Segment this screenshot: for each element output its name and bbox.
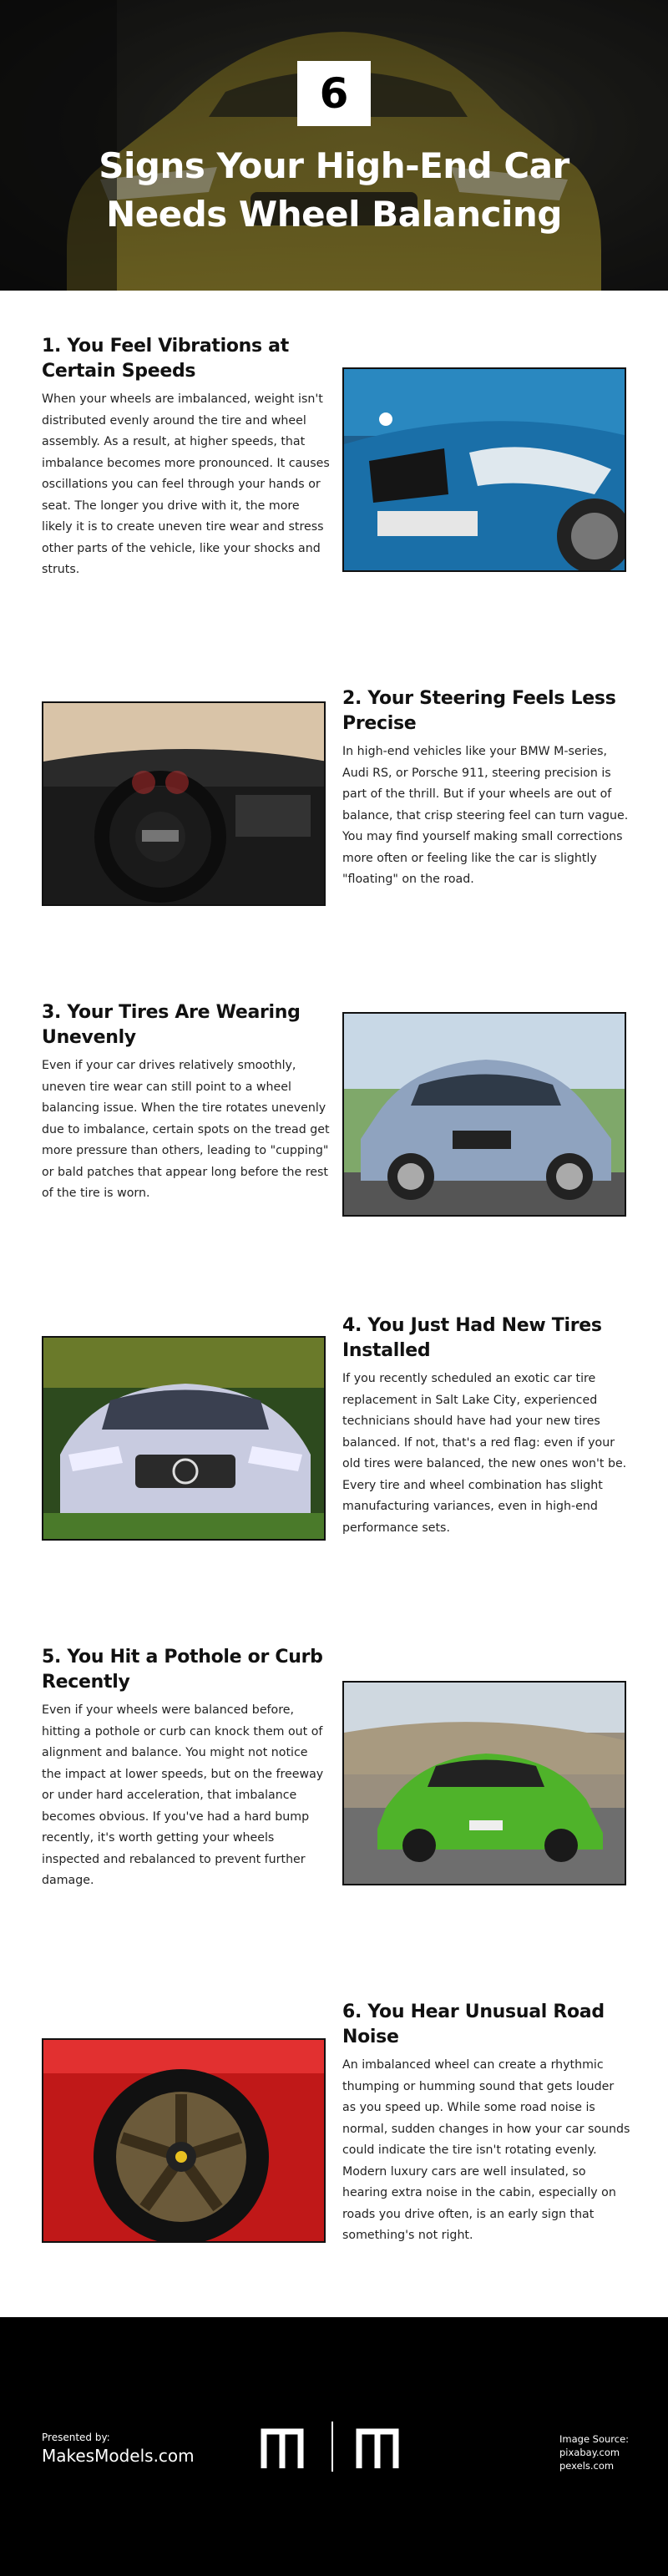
image-source-credits [559,2432,629,2472]
image-source-item: pexels.com [559,2460,615,2472]
sign-body: An imbalanced wheel can create a rhythmic thumping or humming sound that gets louder as you speed up. While some road noise is normal, sudden changes in how your car sounds could indicate the tire isn't rotating evenly. Modern luxury cars are well insulated, so hearing extra noise in the cabin, especially on roads you drive often, is an early sign that something's not right. [342,2058,630,2242]
sign-text-4 [342,1313,630,1539]
footer [0,2317,668,2576]
sign-body: Even if your car drives relatively smoothly, uneven tire wear can still point to a wheel balancing issue. When the tire rotates unevenly due to imbalance, certain spots on the tread get more pressure than others, leading to "cupping" or bald patches that appear long before the rest of the tire is worn. [42,1059,330,1200]
mercedes-photo [42,1336,326,1541]
hero-header [0,0,668,291]
sign-title: 3. Your Tires Are Wearing Unevenly [42,1002,301,1048]
green-bmw-photo [342,1681,626,1885]
presenter-link[interactable]: MakesModels.com [42,2446,195,2466]
sign-title: 5. You Hit a Pothole or Curb Recently [42,1647,323,1693]
sign-text-6 [342,2000,630,2247]
image-source-item: pixabay.com [559,2447,620,2458]
sign-title: 2. Your Steering Feels Less Precise [342,688,616,734]
sign-title: 6. You Hear Unusual Road Noise [342,2002,605,2047]
sign-text-3 [42,1000,330,1205]
blue-bmw-photo [342,367,626,572]
silver-bmw-photo [342,1012,626,1217]
page-title: Signs Your High-End Car Needs Wheel Balancing [99,145,569,235]
image-source-label: Image Source: [559,2433,630,2445]
sign-body: When your wheels are imbalanced, weight isn't distributed evenly around the tire and wheel assembly. As a result, at higher speeds, that imbalance becomes more pronounced. It causes oscillations you can feel through your hands or seat. The longer you drive with it, the more likely it is to create uneven tire wear and stress other parts of the vehicle, like your shocks and struts. [42,392,330,576]
sign-body: In high-end vehicles like your BMW M-series, Audi RS, or Porsche 911, steering precision is part of the thrill. But if your wheels are out of balance, that crisp steering feel can turn vague. You may find yourself making small corrections more often or feeling like the car is slightly "floating" on the road. [342,745,629,886]
count-badge: 6 [297,61,371,126]
sign-text-2 [342,686,630,891]
sign-text-5 [42,1645,330,1892]
sign-title: 4. You Just Had New Tires Installed [342,1315,602,1361]
presented-by-label: Presented by: [42,2432,110,2443]
sign-title: 1. You Feel Vibrations at Certain Speeds [42,336,289,382]
sign-body: Even if your wheels were balanced before, hitting a pothole or curb can knock them out of alignment and balance. You might not notice the impact at lower speeds, but on the freeway or under hard acceleration, that imbalance becomes obvious. If you've had a hard bump recently, it's worth getting your wheels inspected and rebalanced to prevent further damage. [42,1703,324,1887]
audi-interior-photo [42,701,326,906]
mm-logo-icon [261,2422,402,2472]
ferrari-wheel-photo [42,2038,326,2243]
sign-body: If you recently scheduled an exotic car tire replacement in Salt Lake City, experienced technicians should have had your new tires balanced. If not, that's a red flag: even if your old tires were balanced, the new ones won't be. Every tire and wheel combination has slight manufacturing variances, even in high-end performance sets. [342,1372,627,1535]
sign-text-1 [42,334,330,581]
